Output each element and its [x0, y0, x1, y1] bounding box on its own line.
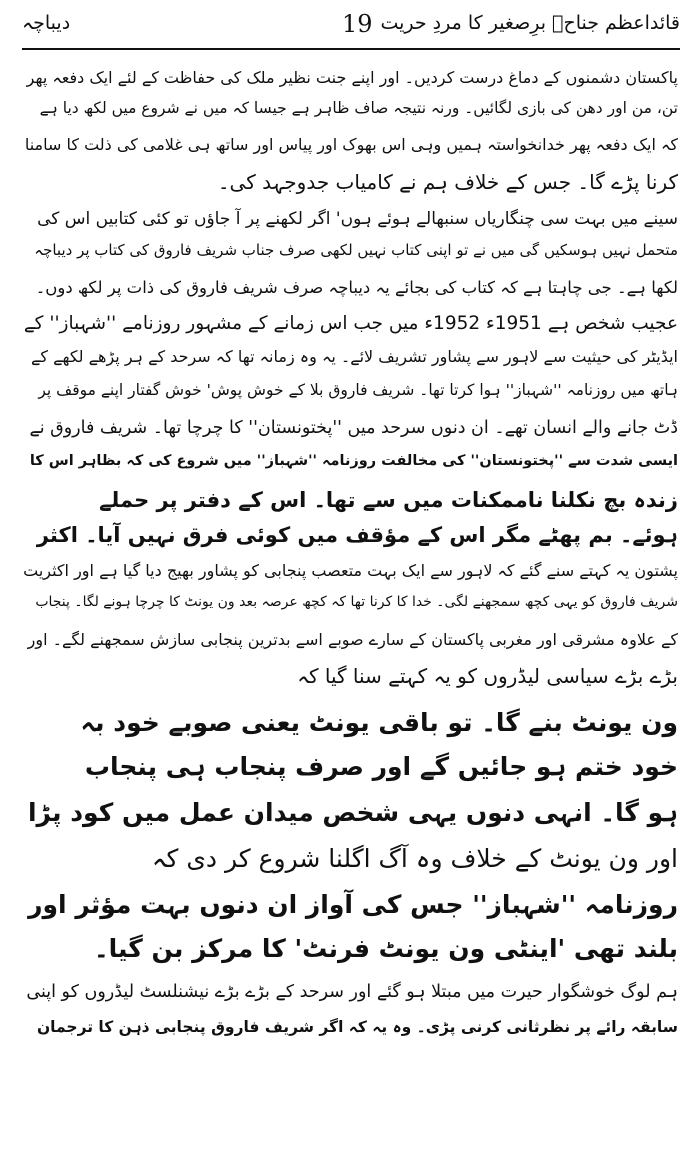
text-line: کرنا پڑے گا۔ جس کے خلاف ہم نے کامیاب جدوجہد کی۔ — [217, 170, 678, 194]
text-line: زندہ بچ نکلنا ناممکنات میں سے تھا۔ اس کے دفتر پر حملے — [99, 488, 678, 512]
text-line: ہم لوگ خوشگوار حیرت میں مبتلا ہو گئے اور سرحد کے بڑے بڑے نیشنلسٹ لیڈروں کو اپنی — [26, 982, 678, 1002]
text-line: ون یونٹ بنے گا۔ تو باقی یونٹ یعنی صوبے خود بہ — [80, 708, 678, 737]
section-title: دیباچہ — [22, 12, 71, 34]
text-line: بلند تھی 'اینٹی ون یونٹ فرنٹ' کا مرکز بن گیا۔ — [94, 934, 678, 963]
page-header — [22, 8, 680, 48]
text-line: ہوئے۔ بم پھٹے مگر اس کے مؤقف میں کوئی فرق نہیں آیا۔ اکثر — [36, 523, 678, 547]
text-line: خود ختم ہو جائیں گے اور صرف پنجاب ہی پنجاب — [84, 752, 678, 781]
text-line: شریف فاروق کو یہی کچھ سمجھنے لگی۔ خدا کا کرنا تھا کہ کچھ عرصہ بعد ون یونٹ کا چرچا ہونے لگا۔ پنجاب — [35, 594, 678, 610]
text-line: کے علاوہ مشرقی اور مغربی پاکستان کے سارے صوبے اسے بدترین پنجابی سازش سمجھنے لگے۔ اور — [27, 630, 678, 649]
header-divider — [22, 48, 680, 50]
text-line: سینے میں بہت سی چنگاریاں سنبھالے ہوئے ہوں' اگر لکھنے پر آ جاؤں تو کئی کتابیں اس کی — [37, 209, 678, 229]
text-line: عجیب شخص ہے 1951ء 1952ء میں جب اس زمانے کے مشہور روزنامے ''شہباز'' کے — [23, 313, 678, 334]
text-line: روزنامہ ''شہباز'' جس کی آواز ان دنوں بہت مؤثر اور — [28, 890, 678, 919]
text-line: پاکستان دشمنوں کے دماغ درست کردیں۔ اور اپنے جنت نظیر ملک کی حفاظت کے لئے ایک دفعہ پھر — [26, 68, 678, 87]
text-line: ایڈیٹر کی حیثیت سے لاہور سے پشاور تشریف لائے۔ یہ وہ زمانہ تھا کہ سرحد کے ہر پڑھے لکھے کے — [31, 347, 678, 366]
text-line: کہ ایک دفعہ پھر خدانخواستہ ہمیں وہی اس بھوک اور پیاس اور ساتھ ہی غلامی کی ذلت کا سامنا — [24, 135, 678, 154]
text-line: ایسی شدت سے ''پختونستان'' کی مخالفت روزنامہ ''شہباز'' میں شروع کی کہ بظاہر اس کا — [29, 453, 678, 469]
book-title: قائداعظم جناحؒ برِصغیر کا مردِ حریت — [380, 12, 680, 34]
text-line: ڈٹ جانے والے انسان تھے۔ ان دنوں سرحد میں ''پختونستان'' کا چرچا تھا۔ شریف فاروق نے — [29, 418, 678, 438]
text-line: سابقہ رائے پر نظرثانی کرنی پڑی۔ وہ یہ کہ اگر شریف فاروق پنجابی ذہن کا ترجمان — [36, 1018, 678, 1036]
text-line: بڑے بڑے سیاسی لیڈروں کو یہ کہتے سنا گیا کہ — [297, 664, 678, 688]
text-line: ہو گا۔ انہی دنوں یہی شخص میدان عمل میں کود پڑا — [27, 798, 678, 827]
text-line: پشتون یہ کہتے سنے گئے کہ لاہور سے ایک بہت متعصب پنجابی کو پشاور بھیج دیا گیا ہے اور اکثریت — [23, 561, 678, 580]
text-line: ہاتھ میں روزنامہ ''شہباز'' ہوا کرتا تھا۔ شریف فاروق بلا کے خوش پوش' خوش گفتار اپنے موقف پر — [38, 381, 678, 399]
text-line: متحمل نہیں ہوسکیں گی میں نے تو اپنی کتاب نہیں لکھی صرف جناب شریف فاروق کی کتاب پر دیباچہ — [34, 241, 678, 259]
page-body — [22, 58, 678, 1162]
text-line: تن، من اور دھن کی بازی لگائیں۔ ورنہ نتیجہ صاف ظاہر ہے جیسا کہ میں نے شروع میں لکھ دیا ہے — [39, 99, 678, 117]
page-number: 19 — [342, 10, 373, 38]
text-line: لکھا ہے۔ جی چاہتا ہے کہ کتاب کی بجائے یہ دیباچہ صرف شریف فاروق کی ذات پر لکھ دوں۔ — [35, 278, 678, 297]
text-line: اور ون یونٹ کے خلاف وہ آگ اگلنا شروع کر دی کہ — [151, 844, 678, 873]
